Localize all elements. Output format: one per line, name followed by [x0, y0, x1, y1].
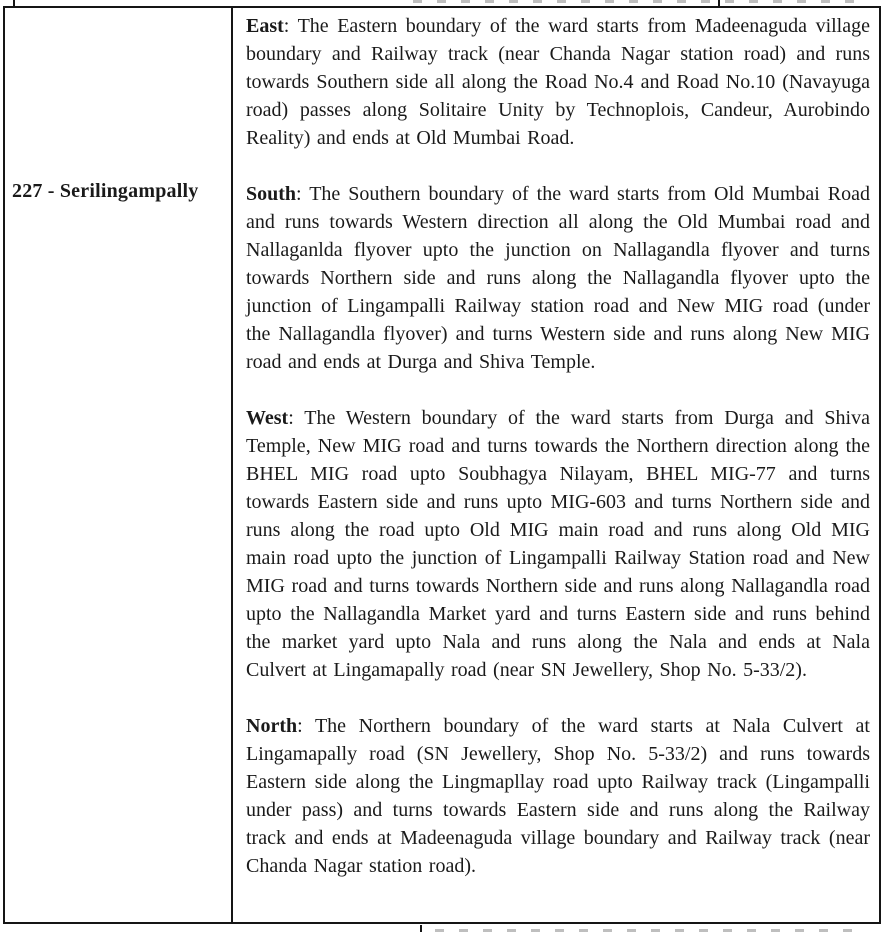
boundary-text-east: The Eastern boundary of the ward starts from Madeenaguda village boundary and Railway track (near Chanda Nagar station road) and runs towards Southern side all along the Road No.4 and Road No.10 (Navayuga road) passes along Solitaire Unity by Technoplois, Candeur, Aurobindo Reality) and ends at Old Mumbai Road.: [246, 15, 870, 149]
direction-separator: :: [297, 715, 315, 737]
boundary-text-west: The Western boundary of the ward starts from Durga and Shiva Temple, New MIG road and turns towards the Northern direction along the BHEL MIG road upto Soubhagya Nilayam, BHEL MIG-77 and turns towards Eastern side and runs upto MIG-603 and turns Northern side and runs along the road upto Old MIG main road and runs along Old MIG main road upto the junction of Lingampalli Railway Station road and New MIG road and turns towards Northern side and runs along Nallagandla road upto the Nallagandla Market yard and turns Eastern side and runs behind the market yard upto Nala and runs along the Nala and ends at Nala Culvert at Lingamapally road (near SN Jewellery, Shop No. 5-33/2).: [246, 407, 870, 681]
direction-separator: :: [283, 15, 298, 37]
ward-number-cell: [5, 8, 231, 922]
next-row-divider-remnant: [420, 925, 422, 932]
direction-label-north: North: [246, 715, 298, 737]
direction-label-west: West: [246, 407, 289, 429]
boundary-description-cell: [231, 8, 879, 922]
boundary-paragraph-south: [246, 180, 870, 376]
boundary-text-north: The Northern boundary of the ward starts at Nala Culvert at Lingamapally road (SN Jewellery, Shop No. 5-33/2) and runs towards Eastern side along the Lingmapllay road upto Railway track (Lingampalli under pass) and turns towards Eastern side and runs along the Railway track and ends at Madeenaguda village boundary and Railway track (near Chanda Nagar station road).: [246, 715, 870, 877]
ward-label: 227 - Serilingampally: [12, 180, 199, 202]
direction-label-east: East: [246, 15, 284, 37]
direction-separator: :: [296, 183, 310, 205]
boundary-text-south: The Southern boundary of the ward starts from Old Mumbai Road and runs towards Western direction all along the Old Mumbai road and Nallaganlda flyover upto the junction on Nallagandla flyover and turns towards Northern side and runs along the Nallagandla flyover upto the junction of Lingampalli Railway station road and New MIG road (under the Nallagandla flyover) and turns Western side and runs along New MIG road and ends at Durga and Shiva Temple.: [246, 183, 870, 373]
direction-separator: :: [288, 407, 305, 429]
boundary-paragraph-east: [246, 12, 870, 152]
previous-row-remnant: [3, 0, 881, 6]
direction-label-south: South: [246, 183, 297, 205]
previous-row-border-remnant: [13, 0, 15, 6]
previous-row-text-remnant: [413, 0, 867, 3]
boundary-paragraph-west: [246, 404, 870, 684]
ward-boundary-table-row: [3, 6, 881, 924]
boundary-paragraph-north: [246, 712, 870, 880]
next-row-remnant: [3, 924, 881, 932]
